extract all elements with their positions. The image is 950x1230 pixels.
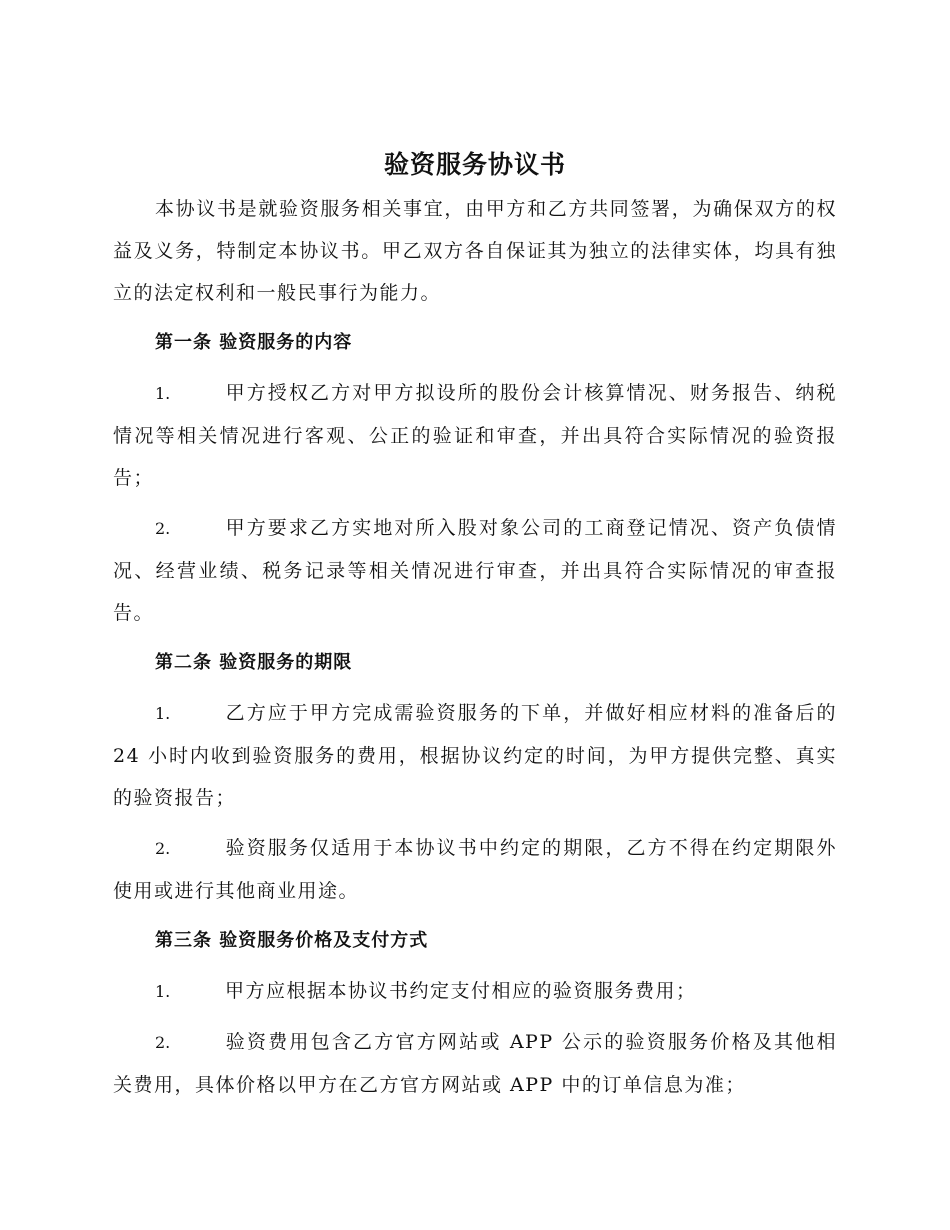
item-number: 2. xyxy=(155,839,171,858)
item-text: 甲方应根据本协议书约定支付相应的验资服务费用； xyxy=(225,980,697,1002)
item-number: 1. xyxy=(155,982,171,1001)
section-2-item-1 xyxy=(113,692,837,819)
section-3-heading: 第三条 验资服务价格及支付方式 xyxy=(155,930,429,951)
section-2-heading: 第二条 验资服务的期限 xyxy=(155,652,353,673)
item-number: 2. xyxy=(155,519,171,538)
section-2-item-2 xyxy=(113,827,837,912)
item-number: 1. xyxy=(155,384,171,403)
section-1-item-2 xyxy=(113,507,837,634)
document-title: 验资服务协议书 xyxy=(383,150,566,179)
section-1-item-1 xyxy=(113,372,837,499)
item-number: 2. xyxy=(155,1033,171,1052)
item-number: 1. xyxy=(155,704,171,723)
section-1-heading: 第一条 验资服务的内容 xyxy=(155,332,353,353)
item-text: 甲方授权乙方对甲方拟设所的股份会计核算情况、财务报告、纳税情况等相关情况进行客观、公正的验证和审查，并出具符合实际情况的验资报告； xyxy=(113,382,837,489)
item-text: 甲方要求乙方实地对所入股对象公司的工商登记情况、资产负债情况、经营业绩、税务记录等相关情况进行审查，并出具符合实际情况的审查报告。 xyxy=(113,517,837,624)
section-3-item-2 xyxy=(113,1021,837,1106)
intro-paragraph: 本协议书是就验资服务相关事宜，由甲方和乙方共同签署，为确保双方的权益及义务，特制定本协议书。甲乙双方各自保证其为独立的法律实体，均具有独立的法定权利和一般民事行为能力。 xyxy=(113,198,837,304)
item-text: 验资费用包含乙方官方网站或 APP 公示的验资服务价格及其他相关费用，具体价格以甲方在乙方官方网站或 APP 中的订单信息为准； xyxy=(113,1031,837,1096)
item-text: 乙方应于甲方完成需验资服务的下单，并做好相应材料的准备后的 24 小时内收到验资服务的费用，根据协议约定的时间，为甲方提供完整、真实的验资报告； xyxy=(113,702,837,809)
section-3-item-1 xyxy=(113,970,837,1013)
item-text: 验资服务仅适用于本协议书中约定的期限，乙方不得在约定期限外使用或进行其他商业用途。 xyxy=(113,837,837,902)
